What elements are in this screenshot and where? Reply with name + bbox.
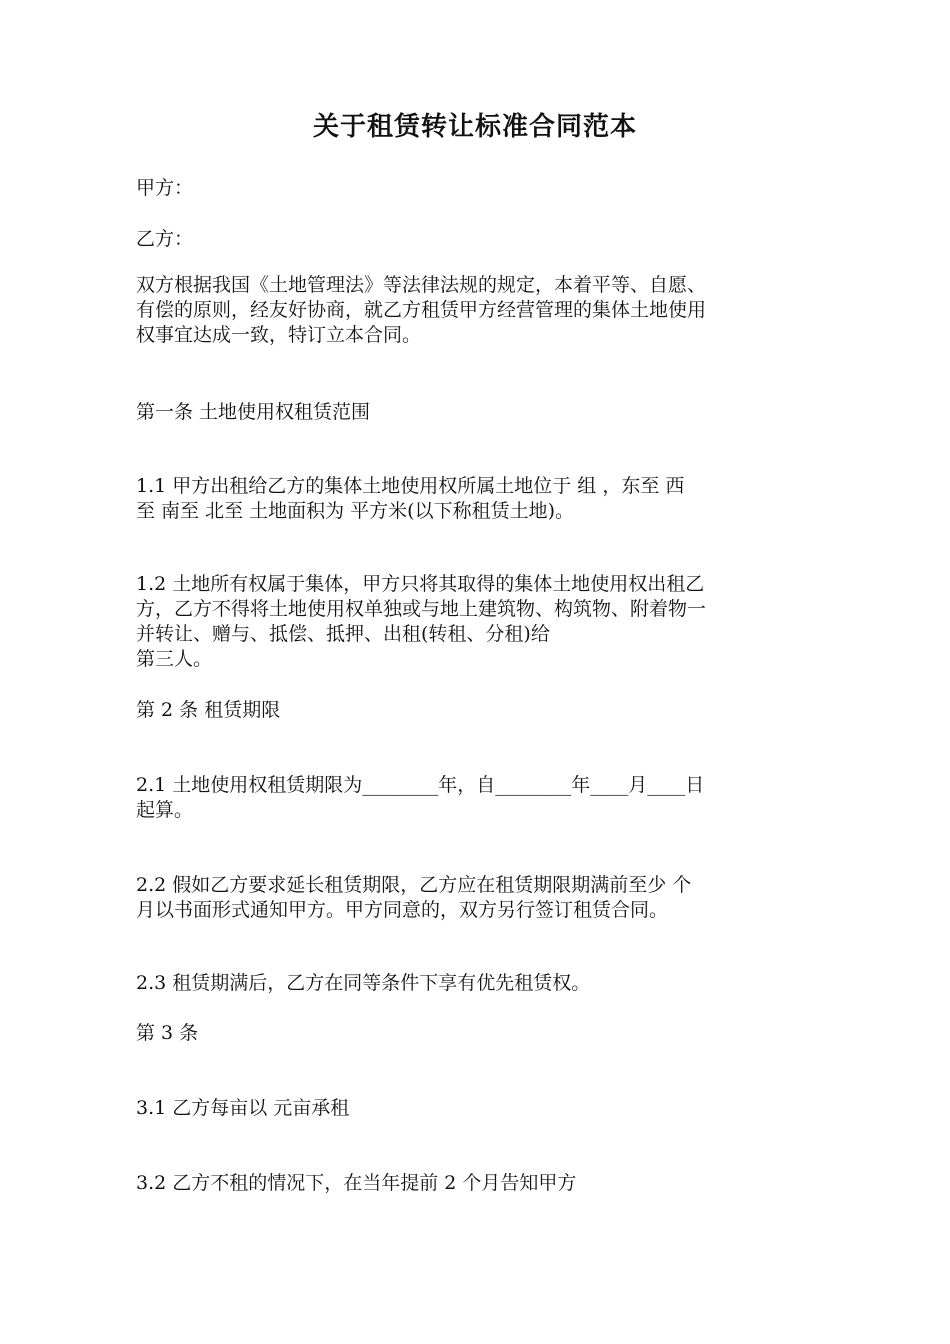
preamble-paragraph bbox=[136, 273, 816, 348]
text-line: 权事宜达成一致，特订立本合同。 bbox=[136, 324, 422, 346]
clause-1-2 bbox=[136, 572, 816, 672]
clause-2-3: 2.3 租赁期满后，乙方在同等条件下享有优先租赁权。 bbox=[136, 972, 591, 994]
text-line: 2.1 土地使用权租赁期限为________年，自________年____月____日 bbox=[136, 774, 705, 796]
article-2-heading: 第 2 条 租赁期限 bbox=[136, 699, 281, 721]
party-a-label: 甲方： bbox=[136, 177, 194, 199]
text-line: 月以书面形式通知甲方。甲方同意的，双方另行签订租赁合同。 bbox=[136, 899, 669, 921]
text-line: 1.1 甲方出租给乙方的集体土地使用权所属土地位于 组 ，东至 西 bbox=[136, 475, 685, 497]
text-line: 至 南至 北至 土地面积为 平方米(以下称租赁土地)。 bbox=[136, 500, 574, 522]
clause-3-1: 3.1 乙方每亩以 元亩承租 bbox=[136, 1097, 350, 1119]
article-3-heading: 第 3 条 bbox=[136, 1022, 199, 1044]
clause-3-2: 3.2 乙方不租的情况下，在当年提前 2 个月告知甲方 bbox=[136, 1172, 577, 1194]
document-title: 关于租赁转让标准合同范本 bbox=[312, 112, 637, 142]
clause-2-1 bbox=[136, 773, 816, 823]
text-line: 2.2 假如乙方要求延长租赁期限，乙方应在租赁期限期满前至少 个 bbox=[136, 874, 692, 896]
clause-1-1 bbox=[136, 474, 816, 524]
text-line: 方，乙方不得将土地使用权单独或与地上建筑物、构筑物、附着物一 bbox=[136, 598, 707, 620]
party-b-label: 乙方： bbox=[136, 228, 194, 250]
text-line: 第三人。 bbox=[136, 648, 213, 670]
text-line: 双方根据我国《土地管理法》等法律法规的规定，本着平等、自愿、 bbox=[136, 274, 707, 296]
text-line: 起算。 bbox=[136, 799, 194, 821]
clause-2-2 bbox=[136, 873, 816, 923]
article-1-heading: 第一条 土地使用权租赁范围 bbox=[136, 401, 371, 423]
text-line: 有偿的原则，经友好协商，就乙方租赁甲方经营管理的集体土地使用 bbox=[136, 299, 707, 321]
text-line: 1.2 土地所有权属于集体，甲方只将其取得的集体土地使用权出租乙 bbox=[136, 573, 705, 595]
text-line: 并转让、赠与、抵偿、抵押、出租(转租、分租)给 bbox=[136, 623, 550, 645]
